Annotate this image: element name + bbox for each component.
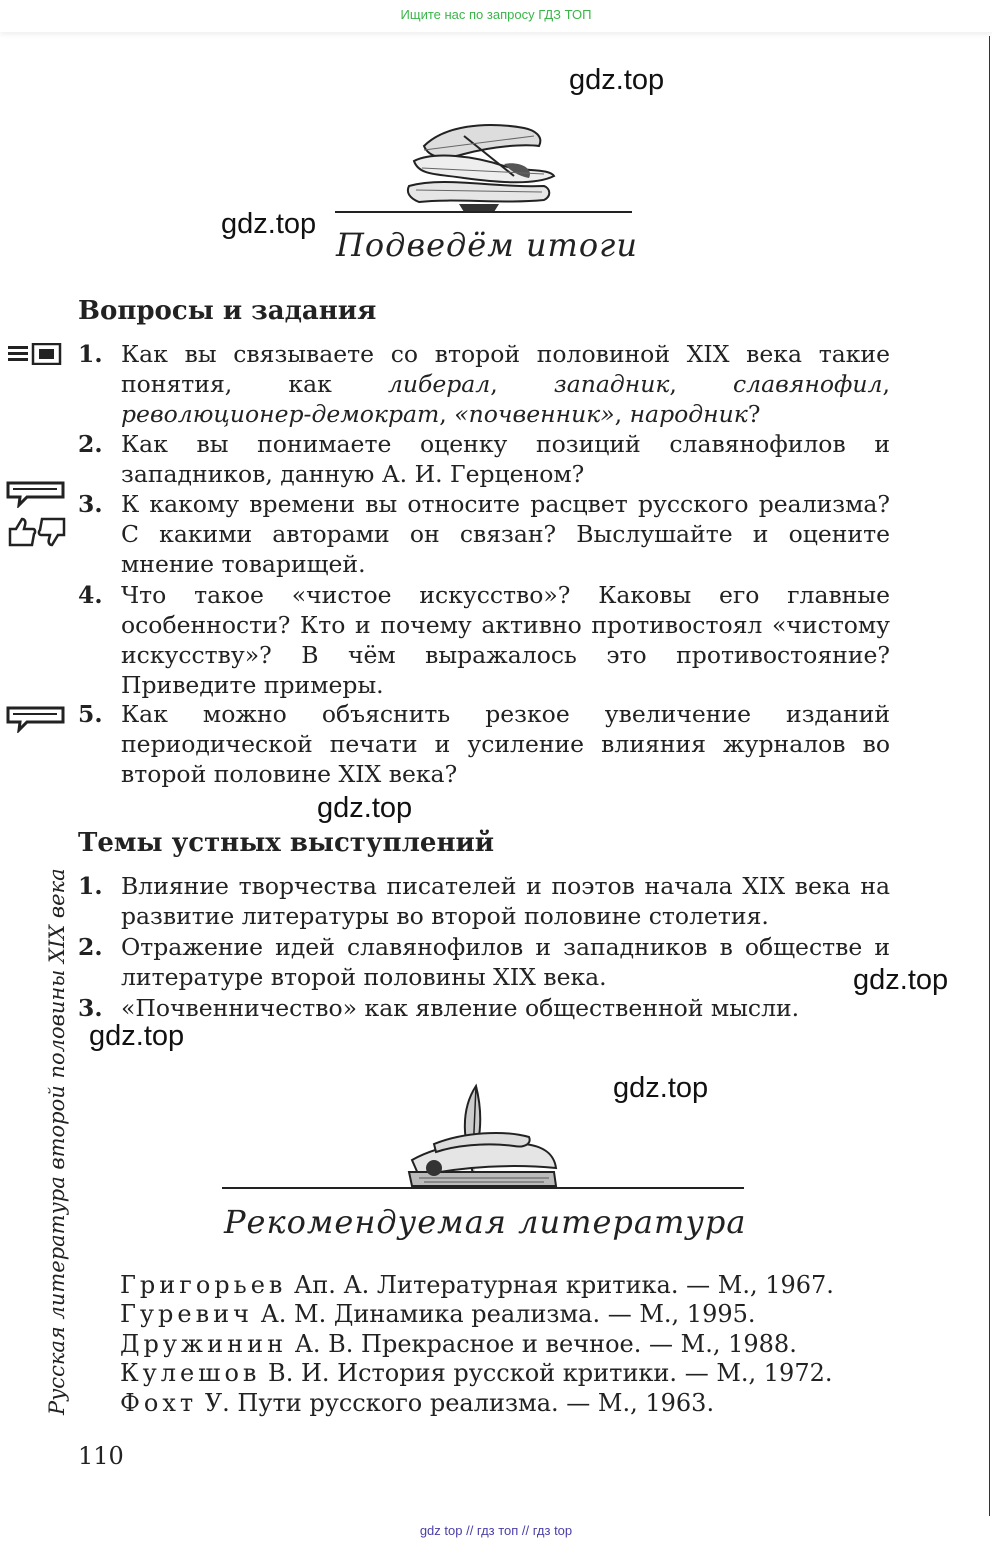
topic-item	[78, 932, 890, 992]
speech-bubble-icon	[5, 705, 67, 733]
watermark: gdz.top	[613, 1072, 709, 1104]
literature-item	[120, 1359, 832, 1389]
topic-item	[78, 871, 890, 931]
title-rule	[222, 1187, 744, 1189]
question-number: 1.	[78, 340, 103, 368]
speech-bubble-icon	[5, 480, 67, 508]
watermark: gdz.top	[89, 1020, 185, 1052]
topic-text: Влияние творчества писателей и поэтов начала XIX века на развитие литературы во второй половине столетия.	[121, 872, 890, 930]
topic-text: «Почвенничество» как явление общественной мысли.	[121, 994, 800, 1022]
topic-text: Отражение идей славянофилов и западников в обществе и литературе второй половины XIX века.	[121, 933, 890, 991]
topic-item	[78, 993, 890, 1023]
question-text: Как можно объяснить резкое увеличение изданий периодической печати и усиление влияния журналов во второй половине XIX века?	[121, 700, 890, 788]
question-item	[78, 429, 890, 489]
literature-title: У. Пути русского реализма. — М., 1963.	[197, 1389, 715, 1417]
literature-title: А. М. Динамика реализма. — М., 1995.	[252, 1300, 756, 1328]
topics-heading: Темы устных выступлений	[78, 828, 495, 858]
question-text: К какому времени вы относите расцвет русского реализма? С какими авторами он связан? Выслушайте и оцените мнение товарищей.	[121, 490, 890, 578]
question-text: Как вы понимаете оценку позиций славянофилов и западников, данную А. И. Герценом?	[121, 430, 890, 488]
question-item	[78, 339, 890, 429]
question-number: 4.	[78, 581, 103, 609]
watermark: gdz.top	[221, 208, 317, 240]
question-item	[78, 580, 890, 700]
question-number: 5.	[78, 700, 103, 728]
literature-title: А. В. Прекрасное и вечное. — М., 1988.	[287, 1330, 797, 1358]
books-quill-illustration	[404, 1082, 562, 1190]
literature-author: Кулешов	[120, 1359, 261, 1387]
topic-number: 1.	[78, 872, 103, 900]
section-title-literature: Рекомендуемая литература	[224, 1203, 747, 1241]
question-text: Как вы связываете со второй половиной XIX века такие понятия, как либерал, западник, славянофил, революционер-демократ, «почвенник», народник?	[121, 340, 890, 428]
watermark: gdz.top	[853, 964, 949, 996]
top-banner[interactable]: Ищите нас по запросу ГДЗ ТОП	[0, 0, 992, 32]
literature-author: Григорьев	[120, 1271, 287, 1299]
literature-item	[120, 1389, 714, 1419]
topic-number: 2.	[78, 933, 103, 961]
question-item	[78, 699, 890, 789]
page-edge-line	[989, 36, 990, 1516]
text-and-image-icon	[7, 343, 62, 365]
topic-number: 3.	[78, 994, 103, 1022]
literature-item	[120, 1300, 756, 1330]
literature-item	[120, 1271, 834, 1301]
literature-title: В. И. История русской критики. — М., 1972.	[260, 1359, 833, 1387]
literature-item	[120, 1330, 797, 1360]
section-title-summary: Подведём итоги	[336, 226, 638, 264]
footer-links[interactable]: gdz top // гдз топ // гдз top	[419, 1523, 573, 1538]
literature-author: Гуревич	[120, 1300, 253, 1328]
question-number: 2.	[78, 430, 103, 458]
literature-author: Фохт	[120, 1389, 198, 1417]
literature-author: Дружинин	[120, 1330, 288, 1358]
question-text: Что такое «чистое искусство»? Каковы его главные особенности? Кто и почему активно противостоял «чистому искусству»? В чём выражалось это противостояние? Приведите примеры.	[121, 581, 890, 699]
questions-heading: Вопросы и задания	[78, 296, 377, 326]
literature-title: Ап. А. Литературная критика. — М., 1967.	[286, 1271, 834, 1299]
thumbs-up-down-icon	[7, 515, 67, 549]
watermark: gdz.top	[569, 64, 665, 96]
watermark: gdz.top	[317, 792, 413, 824]
question-number: 3.	[78, 490, 103, 518]
title-rule	[335, 211, 632, 213]
page-number: 110	[78, 1442, 124, 1470]
side-caption: Русская литература второй половины XIX века	[45, 868, 69, 1415]
scroll-quill-illustration	[404, 116, 560, 214]
question-item	[78, 489, 890, 579]
